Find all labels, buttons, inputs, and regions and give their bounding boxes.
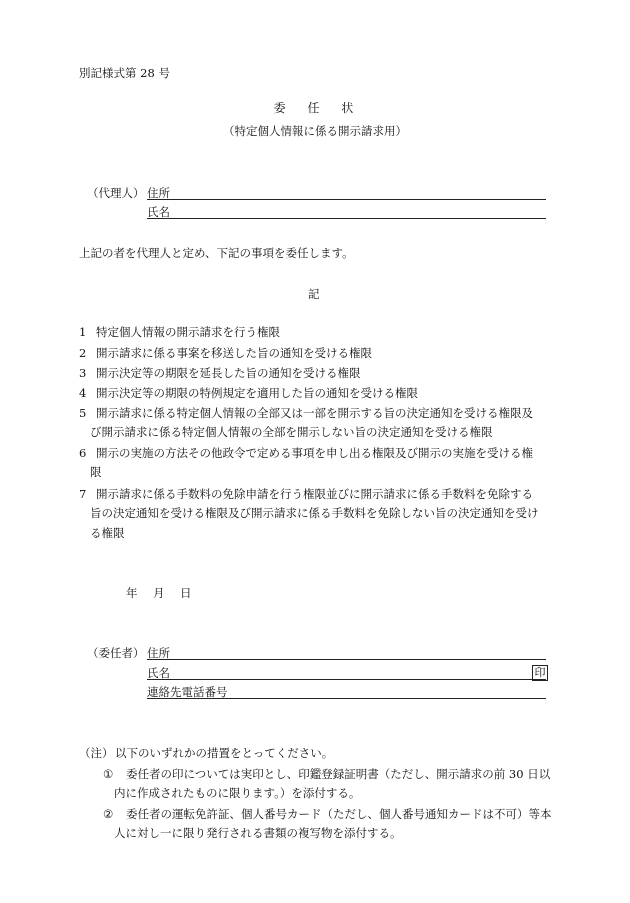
document-title: 委 任 状: [273, 101, 363, 115]
form-number: 別記様式第 28 号: [79, 66, 170, 80]
principal-name-label: 氏名: [147, 666, 170, 680]
document-subtitle: （特定個人情報に係る開示請求用）: [223, 124, 407, 138]
date-line[interactable]: 年 月 日: [126, 586, 194, 600]
principal-phone-line[interactable]: [147, 698, 546, 699]
seal-mark: 印: [532, 665, 548, 681]
principal-phone-label: 連絡先電話番号: [147, 685, 228, 699]
note-line: 内に作成されたものに限ります。）を添付する。: [114, 786, 361, 800]
agent-name-line[interactable]: [147, 218, 546, 219]
item-number: 7: [79, 487, 87, 501]
item-line: 限: [90, 465, 102, 479]
note-line: 委任者の印については実印とし、印鑑登録証明書（ただし、開示請求の前 30 日以: [126, 767, 551, 781]
agent-name-label: 氏名: [147, 205, 170, 219]
note-line: 委任者の運転免許証、個人番号カード（ただし、個人番号通知カードは不可）等本: [126, 807, 552, 821]
note-label: （注）: [79, 746, 114, 760]
item-line: 特定個人情報の開示請求を行う権限: [96, 325, 280, 339]
ki-heading: 記: [308, 287, 320, 301]
principal-address-line[interactable]: [147, 659, 546, 660]
item-number: 5: [79, 406, 87, 420]
item-number: 6: [79, 446, 87, 460]
agent-address-label: 住所: [147, 186, 170, 200]
item-line: 開示決定等の期限を延長した旨の通知を受ける権限: [96, 366, 361, 380]
item-line: 開示の実施の方法その他政令で定める事項を申し出る権限及び開示の実施を受ける権: [96, 446, 533, 460]
note-line: 人に対し一に限り発行される書類の複写物を添付する。: [114, 826, 402, 840]
agent-address-line[interactable]: [147, 199, 546, 200]
item-number: 4: [79, 386, 87, 400]
item-line: 開示請求に係る手数料の免除申請を行う権限並びに開示請求に係る手数料を免除する: [96, 487, 533, 501]
item-number: 3: [79, 366, 87, 380]
agent-label: （代理人）: [87, 186, 145, 200]
principal-label: （委任者）: [87, 646, 145, 660]
item-number: 1: [79, 325, 87, 339]
note-marker: ①: [103, 767, 114, 781]
item-number: 2: [79, 346, 87, 360]
item-line: る権限: [90, 526, 125, 540]
delegation-statement: 上記の者を代理人と定め、下記の事項を委任します。: [79, 246, 354, 260]
item-line: 開示請求に係る事案を移送した旨の通知を受ける権限: [96, 346, 372, 360]
item-line: 開示請求に係る特定個人情報の全部又は一部を開示する旨の決定通知を受ける権限及: [96, 406, 533, 420]
item-line: 旨の決定通知を受ける権限及び開示請求に係る手数料を免除しない旨の決定通知を受け: [90, 506, 539, 520]
principal-name-line[interactable]: [147, 679, 546, 680]
note-intro: 以下のいずれかの措置をとってください。: [115, 746, 334, 760]
item-line: び開示請求に係る特定個人情報の全部を開示しない旨の決定通知を受ける権限: [90, 425, 493, 439]
item-line: 開示決定等の期限の特例規定を適用した旨の通知を受ける権限: [96, 386, 418, 400]
note-marker: ②: [103, 807, 114, 821]
principal-address-label: 住所: [147, 646, 170, 660]
